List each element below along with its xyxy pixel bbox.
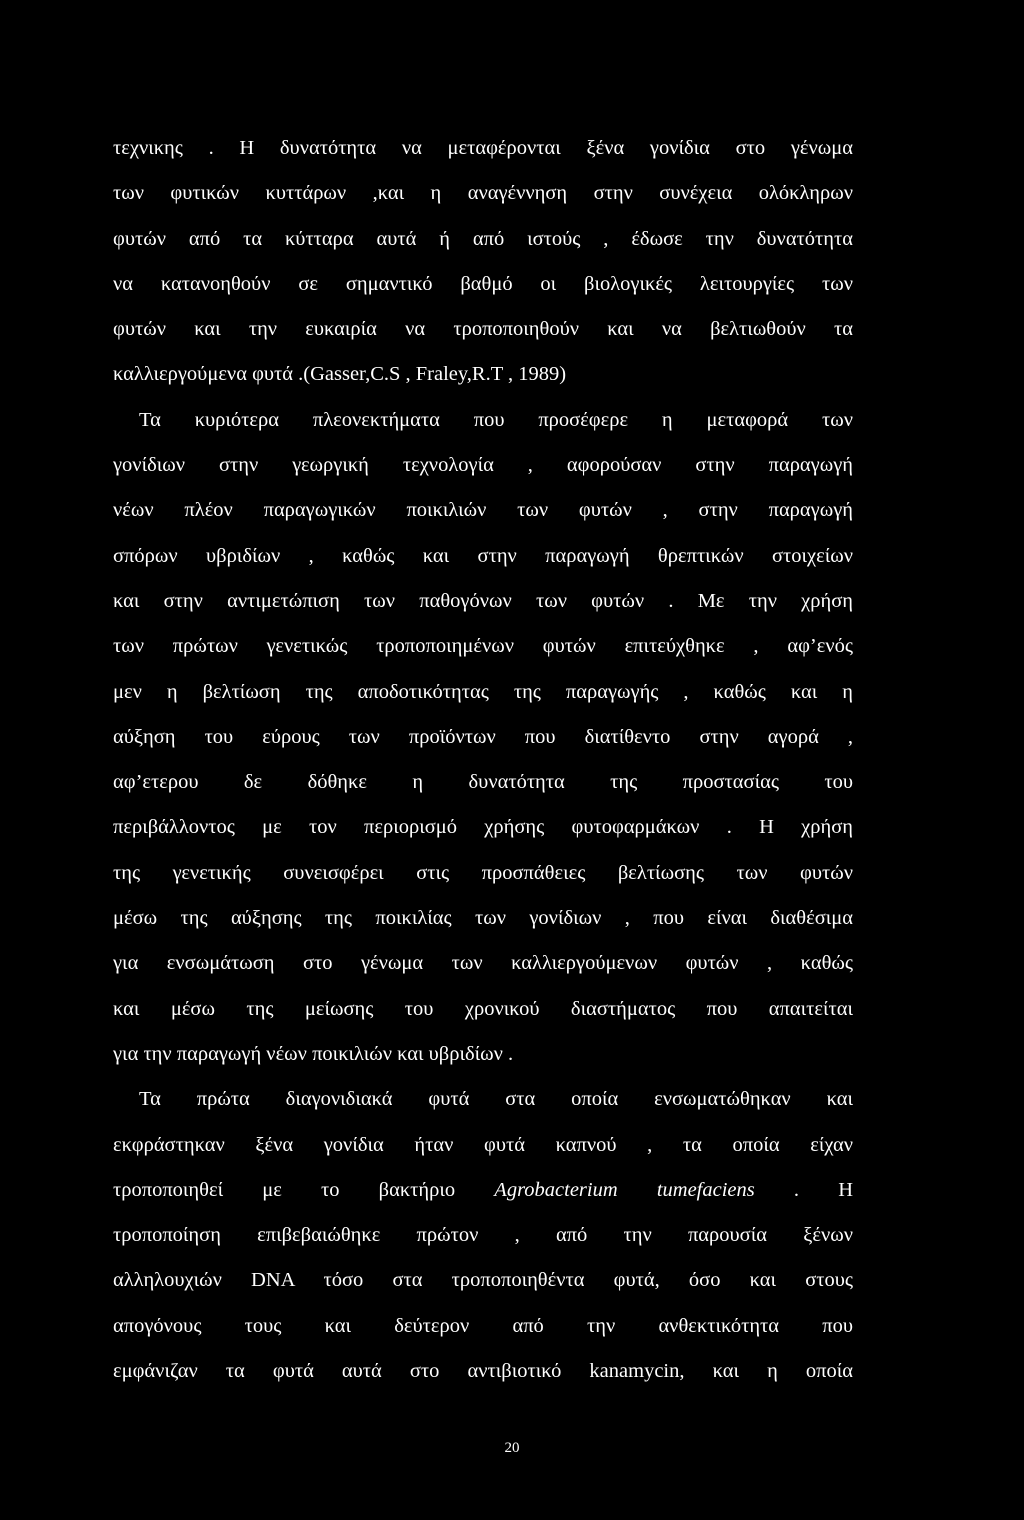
text-line-15: αφ’ετερου δε δόθηκε η δυνατότητα της προστασίας του: [113, 771, 853, 794]
text-line-1: τεχνικης . Η δυνατότητα να μεταφέρονται ξένα γονίδια στο γένωμα: [113, 137, 853, 159]
body-text: [113, 126, 853, 1394]
text-line-25: τροποποίηση επιβεβαιώθηκε πρώτον , από την παρουσία ξένων: [113, 1224, 853, 1247]
text-line-23: εκφράστηκαν ξένα γονίδια ήταν φυτά καπνού , τα οποία είχαν: [113, 1133, 853, 1156]
text-line-9: νέων πλέον παραγωγικών ποικιλιών των φυτών , στην παραγωγή: [113, 499, 853, 522]
text-line-18: μέσω της αύξησης της ποικιλίας των γονίδιων , που είναι διαθέσιμα: [113, 907, 853, 930]
text-line-4: να κατανοηθούν σε σημαντικό βαθμό οι βιολογικές λειτουργίες των: [113, 272, 853, 295]
text-line-8: γονίδιων στην γεωργική τεχνολογία , αφορούσαν στην παραγωγή: [113, 454, 853, 477]
text-line-6: καλλιεργούμενα φυτά .(Gasser,C.S , Fraley,R.T , 1989): [113, 363, 567, 386]
text-line-2: των φυτικών κυττάρων ,και η αναγέννηση στην συνέχεια ολόκληρων: [113, 182, 853, 205]
text-line-24-start: τροποποιηθεί με το βακτήριο: [113, 1178, 495, 1201]
text-line-24: [113, 1168, 853, 1213]
text-line-14: αύξηση του εύρους των προϊόντων που διατίθεντο στην αγορά ,: [113, 725, 853, 748]
text-line-26: αλληλουχιών DNA τόσο στα τροποποιηθέντα φυτά, όσο και στους: [113, 1269, 853, 1292]
text-line-21: για την παραγωγή νέων ποικιλιών και υβριδίων .: [113, 1042, 514, 1065]
text-line-20: και μέσω της μείωσης του χρονικού διαστήματος που απαιτείται: [113, 997, 853, 1020]
text-line-16: περιβάλλοντος με τον περιορισμό χρήσης φυτοφαρμάκων . Η χρήση: [113, 816, 853, 839]
species-name: Agrobacterium tumefaciens: [494, 1178, 755, 1201]
text-line-12: των πρώτων γενετικώς τροποποιημένων φυτών επιτεύχθηκε , αφ’ενός: [113, 635, 853, 658]
text-line-27: απογόνους τους και δεύτερον από την ανθεκτικότητα που: [113, 1314, 853, 1337]
text-line-10: σπόρων υβριδίων , καθώς και στην παραγωγή θρεπτικών στοιχείων: [113, 544, 853, 567]
page-number: 20: [504, 1440, 520, 1456]
text-line-19: για ενσωμάτωση στο γένωμα των καλλιεργούμενων φυτών , καθώς: [113, 952, 853, 975]
text-line-24-end: . Η: [754, 1178, 854, 1201]
text-line-13: μεν η βελτίωση της αποδοτικότητας της παραγωγής , καθώς και η: [113, 680, 853, 703]
text-line-5: φυτών και την ευκαιρία να τροποποιηθούν και να βελτιωθούν τα: [113, 318, 853, 341]
text-line-17: της γενετικής συνεισφέρει στις προσπάθειες βελτίωσης των φυτών: [113, 861, 853, 884]
text-line-22: Τα πρώτα διαγονιδιακά φυτά στα οποία ενσωματώθηκαν και: [139, 1088, 853, 1111]
text-line-7: Τα κυριότερα πλεονεκτήματα που προσέφερε η μεταφορά των: [139, 408, 853, 431]
text-line-11: και στην αντιμετώπιση των παθογόνων των φυτών . Με την χρήση: [113, 589, 853, 612]
text-line-3: φυτών από τα κύτταρα αυτά ή από ιστούς , έδωσε την δυνατότητα: [113, 227, 853, 250]
text-line-28: εμφάνιζαν τα φυτά αυτά στο αντιβιοτικό kanamycin, και η οποία: [113, 1360, 853, 1383]
